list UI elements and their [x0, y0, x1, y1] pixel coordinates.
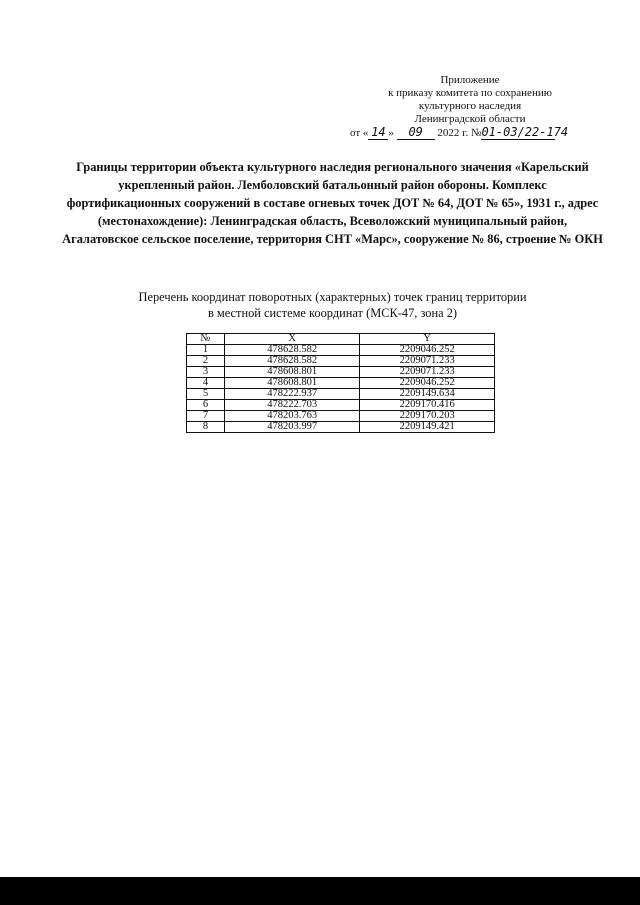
- date-year: 2022 г. №: [437, 127, 482, 139]
- cell-number: 1: [187, 345, 225, 356]
- cell-x: 478203.763: [224, 411, 359, 422]
- table-row: [187, 345, 495, 356]
- cell-x: 478608.801: [224, 378, 359, 389]
- cell-y: 2209071.233: [360, 356, 495, 367]
- table-row: [187, 356, 495, 367]
- cell-y: 2209046.252: [360, 345, 495, 356]
- cell-y: 2209170.416: [360, 400, 495, 411]
- date-mid: »: [388, 127, 394, 139]
- cell-x: 478608.801: [224, 367, 359, 378]
- cell-y: 2209071.233: [360, 367, 495, 378]
- annex-header: [350, 74, 580, 140]
- table-caption: [60, 289, 605, 321]
- header-number: №: [187, 334, 225, 345]
- cell-x: 478628.582: [224, 356, 359, 367]
- annex-line-4: Ленинградской области: [414, 113, 526, 125]
- table-row: [187, 411, 495, 422]
- cell-number: 6: [187, 400, 225, 411]
- table-row: [187, 367, 495, 378]
- table-row: [187, 378, 495, 389]
- scan-border: [0, 877, 640, 905]
- cell-x: 478222.937: [224, 389, 359, 400]
- annex-line-3: культурного наследия: [418, 100, 522, 112]
- table-row: [187, 389, 495, 400]
- cell-y: 2209170.203: [360, 411, 495, 422]
- header-y: Y: [360, 334, 495, 345]
- annex-line-2: к приказу комитета по сохранению: [388, 87, 552, 99]
- cell-x: 478628.582: [224, 345, 359, 356]
- cell-number: 2: [187, 356, 225, 367]
- date-prefix: от «: [350, 127, 369, 139]
- cell-x: 478222.703: [224, 400, 359, 411]
- cell-y: 2209046.252: [360, 378, 495, 389]
- cell-number: 7: [187, 411, 225, 422]
- annex-line-1: Приложение: [440, 74, 500, 86]
- table-header-row: [187, 334, 495, 345]
- annex-date-line: [350, 126, 580, 140]
- table-row: [187, 422, 495, 433]
- table-caption-line-1: Перечень координат поворотных (характерных) точек границ территории: [138, 290, 527, 304]
- header-x: X: [224, 334, 359, 345]
- cell-number: 4: [187, 378, 225, 389]
- cell-x: 478203.997: [224, 422, 359, 433]
- date-month: 09: [397, 126, 435, 140]
- cell-y: 2209149.634: [360, 389, 495, 400]
- table-row: [187, 400, 495, 411]
- table-caption-line-2: в местной системе координат (МСК-47, зона 2): [207, 306, 458, 320]
- coordinates-table: [186, 333, 495, 433]
- cell-number: 8: [187, 422, 225, 433]
- order-number: 01-03/22-174: [481, 125, 569, 139]
- cell-number: 3: [187, 367, 225, 378]
- document-title: Границы территории объекта культурного наследия регионального значения «Карельский укрепленный район. Лемболовский батальонный район обороны. Комплекс фортификационных сооружений в составе огневых точек ДОТ № 64, ДОТ № 65», 1931 г., адрес (местонахождение): Ленинградская область, Всеволожский муниципальный район, Агалатовское сельское поселение, территория СНТ «Марс», сооружение № 86, строение № ОКН: [62, 160, 603, 246]
- date-day: 14: [368, 126, 388, 140]
- cell-y: 2209149.421: [360, 422, 495, 433]
- cell-number: 5: [187, 389, 225, 400]
